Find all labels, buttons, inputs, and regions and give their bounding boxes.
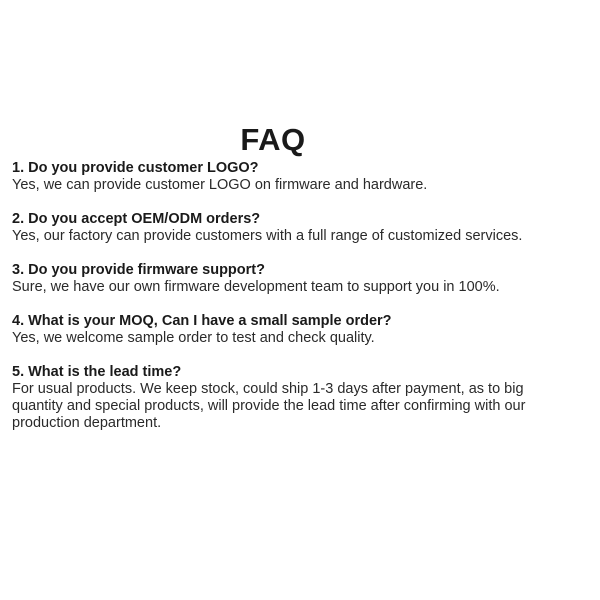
faq-item [12, 160, 552, 194]
faq-question: 1. Do you provide customer LOGO? [12, 160, 259, 176]
faq-answer: Yes, we welcome sample order to test and check quality. [12, 330, 375, 346]
faq-question: 5. What is the lead time? [12, 364, 182, 380]
faq-item [12, 262, 552, 296]
faq-question: 4. What is your MOQ, Can I have a small sample order? [12, 313, 392, 329]
faq-item [12, 211, 552, 245]
faq-answer: Yes, we can provide customer LOGO on firmware and hardware. [12, 177, 428, 193]
faq-item [12, 364, 552, 432]
page-title: FAQ [240, 122, 306, 157]
faq-list [12, 160, 552, 449]
faq-question: 2. Do you accept OEM/ODM orders? [12, 211, 261, 227]
faq-question: 3. Do you provide firmware support? [12, 262, 265, 278]
faq-item [12, 313, 552, 347]
faq-answer: Sure, we have our own firmware development team to support you in 100%. [12, 279, 500, 295]
faq-answer: Yes, our factory can provide customers with a full range of customized services. [12, 228, 523, 244]
faq-answer: For usual products. We keep stock, could ship 1-3 days after payment, as to big quantity and special products, will provide the lead time after confirming with our production department. [12, 381, 526, 431]
